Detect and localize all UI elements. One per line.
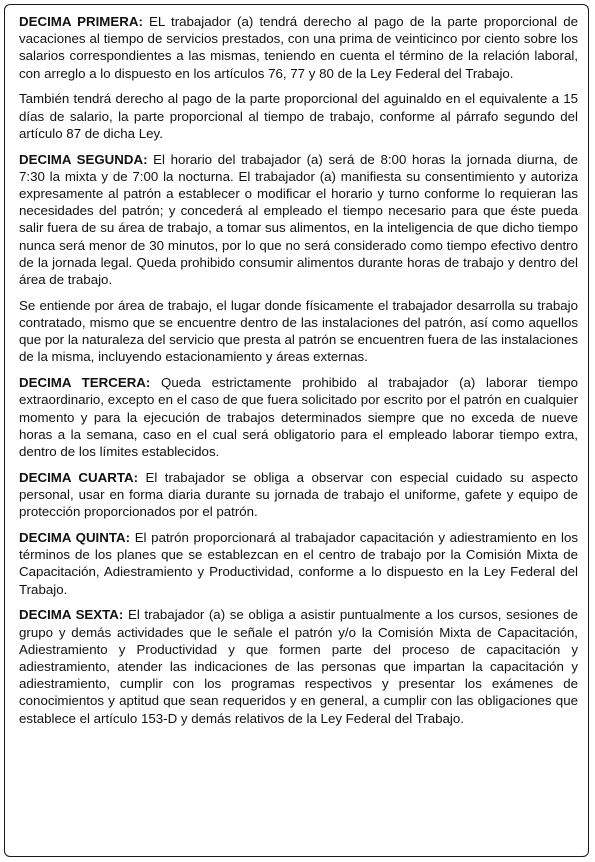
clause-text: El horario del trabajador (a) será de 8:00 horas la jornada diurna, de 7:30 la mixta y de 7:00 la nocturna. El trabajador (a) manifiesta su consentimiento y autoriza expresamente al patrón a establecer o modificar el horario y turno conforme lo requieran las necesidades del patrón; y concederá al empleado el tiempo necesario para que éste pueda salir fuera de su área de trabajo, a tomar sus alimentos, en la inteligencia de que dicho tiempo nunca será menor de 30 minutos, por lo que no será considerado como tiempo efectivo dentro de la jornada legal. Queda prohibido consumir alimentos durante horas de trabajo y dentro del área de trabajo. [19,151,578,288]
clause-heading: DECIMA SEGUNDA: [19,151,148,167]
clause-heading: DECIMA SEXTA: [19,607,124,623]
clause-text: El patrón proporcionará al trabajador capacitación y adiestramiento en los términos de los planes que se establezcan en el centro de trabajo por la Comisión Mixta de Capacitación, Adiestramiento y Productividad, conforme a lo dispuesto en la Ley Federal del Trabajo. [19,530,579,597]
clause-decima-sexta [19,606,578,726]
contract-page [4,4,589,857]
clause-heading: DECIMA CUARTA: [19,469,139,485]
clause-decima-tercera [19,374,578,460]
clause-text: El trabajador (a) se obliga a asistir puntualmente a los cursos, sesiones de grupo y demás actividades que le señale el patrón y/o la Comisión Mixta de Capacitación, Adiestramiento y Productividad y que formen parte del proceso de capacitación y adiestramiento, atender las indicaciones de las personas que impartan la capacitación y adiestramiento, cumplir con los programas respectivos y presentar los exámenes de conocimientos y aptitud que sean requeridos y en general, a cumplir con las obligaciones que establece el artículo 153-D y demás relativos de la Ley Federal del Trabajo. [19,607,578,726]
clause-heading: DECIMA PRIMERA: [19,14,143,29]
clause-decima-segunda [19,151,578,289]
clause-decima-cuarta [19,469,578,521]
clause-heading: DECIMA TERCERA: [19,375,151,391]
clause-text: Queda estrictamente prohibido al trabajador (a) laborar tiempo extraordinario, excepto en el caso de que fuera solicitado por escrito por el patrón en cualquier momento y para la ejecución de trabajos determinados siempre que no exceda de nueve horas a la semana, caso en el cual será obligatorio para el empleado laborar tiempo extra, dentro de los límites establecidos. [19,375,578,460]
clause-text: EL trabajador (a) tendrá derecho al pago de la parte proporcional de vacaciones al tiempo de servicios prestados, con una prima de veinticinco por ciento sobre los salarios correspondientes a las mismas, teniendo en cuenta el término de la relación laboral, con arreglo a lo dispuesto en los artículos 76, 77 y 80 de la Ley Federal del Trabajo. [19,14,578,81]
clause-aguinaldo [19,90,578,142]
clause-text: El trabajador se obliga a observar con especial cuidado su aspecto personal, usar en forma diaria durante su jornada de trabajo el uniforme, gafete y equipo de protección proporcionados por el patrón. [19,469,578,520]
clause-decima-primera [19,13,578,82]
clause-heading: DECIMA QUINTA: [19,530,131,546]
clause-text: También tendrá derecho al pago de la parte proporcional del aguinaldo en el equivalente a 15 días de salario, la parte proporcional al tiempo de trabajo, conforme al párrafo segundo del artículo 87 de dicha Ley. [19,91,578,141]
clause-decima-quinta [19,529,578,598]
clause-area-de-trabajo [19,297,578,366]
clause-text: Se entiende por área de trabajo, el lugar donde físicamente el trabajador desarrolla su trabajo contratado, mismo que se encuentre dentro de las instalaciones del patrón, así como aquellos que por la naturaleza del servicio que presta al patrón se encuentren fuera de las instalaciones de la misma, incluyendo estacionamiento y áreas externas. [19,297,578,365]
